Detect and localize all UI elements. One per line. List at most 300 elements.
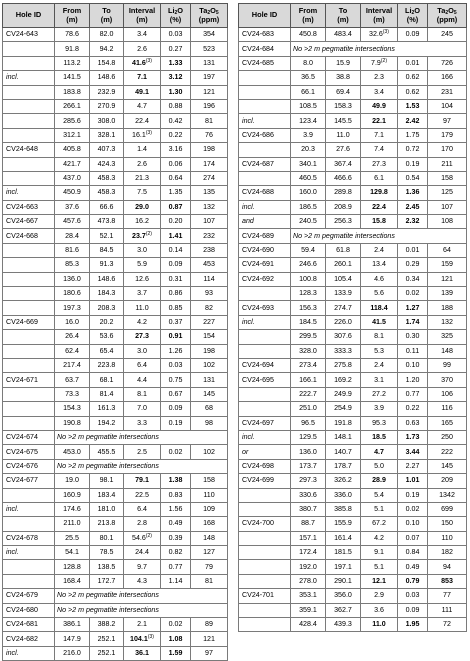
cell-interval: 22.4 bbox=[124, 114, 161, 128]
cell-to: 184.3 bbox=[90, 287, 124, 301]
cell-from: 108.5 bbox=[291, 99, 326, 113]
cell-interval: 95.3 bbox=[361, 416, 398, 430]
cell-hole-id: CV24-648 bbox=[3, 143, 55, 157]
cell-ta2o5: 231 bbox=[428, 85, 467, 99]
cell-from: 386.1 bbox=[55, 618, 90, 632]
table-row bbox=[239, 502, 467, 516]
cell-interval: 22.5 bbox=[124, 488, 161, 502]
cell-to: 483.4 bbox=[326, 28, 361, 42]
cell-hole-id bbox=[3, 272, 55, 286]
cell-ta2o5: 82 bbox=[191, 301, 228, 315]
cell-li2o: 0.77 bbox=[398, 387, 428, 401]
table-row bbox=[3, 272, 228, 286]
cell-interval bbox=[124, 229, 161, 243]
table-row bbox=[239, 387, 467, 401]
cell-ta2o5: 81 bbox=[191, 114, 228, 128]
cell-hole-id: incl. bbox=[239, 430, 291, 444]
cell-to: 232.9 bbox=[90, 85, 124, 99]
cell-interval: 12.1 bbox=[361, 574, 398, 588]
cell-li2o: 0.22 bbox=[398, 402, 428, 416]
cell-note: No >2 m pegmatite intersections bbox=[291, 229, 467, 243]
interval-value: 54.6 bbox=[132, 533, 146, 542]
cell-to: 249.9 bbox=[326, 387, 361, 401]
cell-li2o: 0.01 bbox=[398, 56, 428, 70]
table-row bbox=[3, 85, 228, 99]
cell-to: 290.1 bbox=[326, 574, 361, 588]
interval-value: 41.6 bbox=[132, 58, 146, 67]
cell-from: 36.5 bbox=[291, 71, 326, 85]
col-header-from: From (m) bbox=[55, 4, 90, 28]
cell-from: 73.3 bbox=[55, 387, 90, 401]
cell-hole-id bbox=[3, 344, 55, 358]
cell-interval: 4.2 bbox=[361, 531, 398, 545]
cell-hole-id bbox=[239, 502, 291, 516]
cell-li2o: 0.72 bbox=[398, 143, 428, 157]
cell-from: 113.2 bbox=[55, 56, 90, 70]
cell-ta2o5: 174 bbox=[191, 157, 228, 171]
cell-ta2o5: 97 bbox=[428, 114, 467, 128]
cell-li2o: 0.02 bbox=[161, 445, 191, 459]
cell-li2o: 1.53 bbox=[398, 99, 428, 113]
table-row bbox=[239, 114, 467, 128]
cell-li2o: 1.08 bbox=[161, 632, 191, 646]
cell-to: 181.0 bbox=[90, 502, 124, 516]
cell-interval: 8.1 bbox=[361, 330, 398, 344]
cell-ta2o5: 1342 bbox=[428, 488, 467, 502]
cell-from: 330.6 bbox=[291, 488, 326, 502]
cell-to: 367.4 bbox=[326, 157, 361, 171]
col-header-from: From (m) bbox=[291, 4, 326, 28]
cell-li2o: 0.49 bbox=[398, 560, 428, 574]
cell-li2o: 0.03 bbox=[161, 28, 191, 42]
cell-li2o: 3.16 bbox=[161, 143, 191, 157]
cell-ta2o5: 354 bbox=[191, 28, 228, 42]
table-row bbox=[3, 603, 228, 617]
cell-hole-id: incl. bbox=[3, 502, 55, 516]
table-row bbox=[239, 358, 467, 372]
cell-ta2o5: 107 bbox=[428, 200, 467, 214]
cell-to: 61.8 bbox=[326, 243, 361, 257]
cell-interval: 4.3 bbox=[124, 574, 161, 588]
cell-ta2o5: 132 bbox=[191, 200, 228, 214]
cell-hole-id: CV24-679 bbox=[3, 589, 55, 603]
cell-interval: 49.9 bbox=[361, 99, 398, 113]
cell-li2o: 0.09 bbox=[161, 258, 191, 272]
cell-li2o: 0.10 bbox=[398, 517, 428, 531]
cell-from: 421.7 bbox=[55, 157, 90, 171]
cell-li2o: 0.10 bbox=[398, 358, 428, 372]
cell-from: 437.0 bbox=[55, 171, 90, 185]
cell-to: 226.0 bbox=[326, 315, 361, 329]
cell-hole-id: CV24-694 bbox=[239, 358, 291, 372]
cell-ta2o5: 102 bbox=[191, 445, 228, 459]
cell-to: 69.4 bbox=[326, 85, 361, 99]
cell-ta2o5: 99 bbox=[428, 358, 467, 372]
cell-ta2o5: 198 bbox=[191, 143, 228, 157]
cell-interval: 2.3 bbox=[361, 71, 398, 85]
interval-value: 7.9 bbox=[371, 58, 381, 67]
cell-ta2o5: 158 bbox=[191, 474, 228, 488]
cell-hole-id bbox=[3, 56, 55, 70]
cell-hole-id bbox=[3, 387, 55, 401]
cell-from: 100.8 bbox=[291, 272, 326, 286]
cell-ta2o5: 170 bbox=[428, 143, 467, 157]
footnote-marker: (3) bbox=[145, 129, 152, 136]
cell-hole-id bbox=[3, 157, 55, 171]
cell-interval: 1.4 bbox=[124, 143, 161, 157]
cell-ta2o5: 245 bbox=[428, 28, 467, 42]
cell-to: 388.2 bbox=[90, 618, 124, 632]
table-row bbox=[3, 301, 228, 315]
cell-to: 80.1 bbox=[90, 531, 124, 545]
cell-li2o: 1.73 bbox=[398, 430, 428, 444]
cell-from: 172.4 bbox=[291, 546, 326, 560]
cell-ta2o5: 168 bbox=[191, 517, 228, 531]
cell-interval: 7.1 bbox=[361, 128, 398, 142]
cell-interval: 2.5 bbox=[124, 445, 161, 459]
cell-hole-id: CV24-643 bbox=[3, 28, 55, 42]
cell-interval: 22.1 bbox=[361, 114, 398, 128]
cell-li2o: 0.54 bbox=[398, 171, 428, 185]
cell-hole-id: CV24-684 bbox=[239, 42, 291, 56]
cell-li2o: 0.39 bbox=[161, 531, 191, 545]
cell-hole-id: CV24-700 bbox=[239, 517, 291, 531]
cell-hole-id: CV24-682 bbox=[3, 632, 55, 646]
cell-to: 52.1 bbox=[90, 229, 124, 243]
table-row bbox=[239, 229, 467, 243]
cell-from: 78.6 bbox=[55, 28, 90, 42]
cell-ta2o5: 726 bbox=[428, 56, 467, 70]
cell-to: 148.1 bbox=[326, 430, 361, 444]
cell-to: 183.4 bbox=[90, 488, 124, 502]
cell-ta2o5: 77 bbox=[428, 589, 467, 603]
cell-from: 20.3 bbox=[291, 143, 326, 157]
cell-interval: 9.1 bbox=[361, 546, 398, 560]
drill-results-table-right bbox=[238, 3, 467, 632]
cell-interval: 16.2 bbox=[124, 215, 161, 229]
cell-li2o: 1.56 bbox=[161, 502, 191, 516]
cell-interval: 3.3 bbox=[124, 416, 161, 430]
cell-from: 147.9 bbox=[55, 632, 90, 646]
cell-hole-id: CV24-680 bbox=[3, 603, 55, 617]
cell-interval: 2.6 bbox=[124, 42, 161, 56]
table-row bbox=[3, 344, 228, 358]
cell-to: 27.6 bbox=[326, 143, 361, 157]
cell-from: 168.4 bbox=[55, 574, 90, 588]
col-header-hole-id: Hole ID bbox=[3, 4, 55, 28]
cell-li2o: 0.49 bbox=[161, 517, 191, 531]
cell-to: 197.1 bbox=[326, 560, 361, 574]
cell-from: 26.4 bbox=[55, 330, 90, 344]
cell-hole-id bbox=[3, 287, 55, 301]
table-row bbox=[3, 502, 228, 516]
cell-ta2o5: 72 bbox=[428, 618, 467, 632]
cell-li2o: 0.86 bbox=[161, 287, 191, 301]
cell-ta2o5: 116 bbox=[428, 402, 467, 416]
cell-to: 154.8 bbox=[90, 56, 124, 70]
cell-to: 15.9 bbox=[326, 56, 361, 70]
table-row bbox=[3, 358, 228, 372]
table-row bbox=[3, 546, 228, 560]
cell-to: 172.7 bbox=[90, 574, 124, 588]
cell-li2o: 0.63 bbox=[398, 416, 428, 430]
cell-hole-id: incl. bbox=[239, 114, 291, 128]
table-row bbox=[239, 330, 467, 344]
table-row bbox=[3, 387, 228, 401]
cell-to: 78.5 bbox=[90, 546, 124, 560]
table-row bbox=[3, 589, 228, 603]
table-row bbox=[3, 488, 228, 502]
cell-to: 223.8 bbox=[90, 358, 124, 372]
cell-hole-id bbox=[239, 488, 291, 502]
cell-hole-id bbox=[3, 114, 55, 128]
cell-ta2o5: 227 bbox=[191, 315, 228, 329]
cell-li2o: 0.75 bbox=[161, 373, 191, 387]
table-row bbox=[3, 71, 228, 85]
cell-li2o: 0.62 bbox=[398, 71, 428, 85]
cell-ta2o5: 150 bbox=[428, 517, 467, 531]
cell-interval: 3.0 bbox=[124, 243, 161, 257]
cell-interval: 27.2 bbox=[361, 387, 398, 401]
cell-hole-id: CV24-676 bbox=[3, 459, 55, 473]
cell-to: 11.0 bbox=[326, 128, 361, 142]
cell-li2o: 0.27 bbox=[161, 42, 191, 56]
cell-li2o: 1.01 bbox=[398, 474, 428, 488]
cell-interval: 27.3 bbox=[124, 330, 161, 344]
cell-interval: 7.0 bbox=[124, 402, 161, 416]
cell-hole-id bbox=[239, 344, 291, 358]
cell-from: 157.1 bbox=[291, 531, 326, 545]
cell-from: 251.0 bbox=[291, 402, 326, 416]
table-row bbox=[239, 99, 467, 113]
table-row bbox=[3, 430, 228, 444]
cell-ta2o5: 853 bbox=[428, 574, 467, 588]
cell-li2o: 1.20 bbox=[398, 373, 428, 387]
cell-interval: 3.6 bbox=[361, 603, 398, 617]
table-row bbox=[239, 402, 467, 416]
cell-hole-id bbox=[3, 330, 55, 344]
table-row bbox=[3, 157, 228, 171]
cell-from: 136.0 bbox=[55, 272, 90, 286]
cell-li2o: 0.82 bbox=[161, 546, 191, 560]
table-row bbox=[3, 143, 228, 157]
cell-from: 457.6 bbox=[55, 215, 90, 229]
cell-to: 91.3 bbox=[90, 258, 124, 272]
cell-to: 252.1 bbox=[90, 646, 124, 660]
table-row bbox=[3, 531, 228, 545]
cell-ta2o5: 232 bbox=[191, 229, 228, 243]
cell-li2o: 0.88 bbox=[161, 99, 191, 113]
cell-hole-id: CV24-667 bbox=[3, 215, 55, 229]
cell-interval bbox=[361, 28, 398, 42]
cell-li2o: 1.95 bbox=[398, 618, 428, 632]
table-row bbox=[3, 99, 228, 113]
cell-to: 333.3 bbox=[326, 344, 361, 358]
cell-ta2o5: 523 bbox=[191, 42, 228, 56]
col-header-li2o: $Li_2O$ (%) bbox=[161, 4, 191, 28]
cell-to: 181.5 bbox=[326, 546, 361, 560]
cell-ta2o5: 188 bbox=[428, 301, 467, 315]
cell-li2o: 0.14 bbox=[161, 243, 191, 257]
cell-to: 254.9 bbox=[326, 402, 361, 416]
cell-interval: 24.4 bbox=[124, 546, 161, 560]
cell-from: 136.0 bbox=[291, 445, 326, 459]
col-header-ta2o5: $Ta_2O_5$ (ppm) bbox=[191, 4, 228, 28]
cell-interval: 3.0 bbox=[124, 344, 161, 358]
cell-ta2o5: 131 bbox=[191, 56, 228, 70]
cell-li2o: 0.02 bbox=[398, 502, 428, 516]
interval-value: 16.1 bbox=[132, 130, 146, 139]
table-row bbox=[239, 128, 467, 142]
cell-li2o: 0.37 bbox=[161, 315, 191, 329]
table-row bbox=[239, 42, 467, 56]
cell-interval: 118.4 bbox=[361, 301, 398, 315]
cell-from: 81.6 bbox=[55, 243, 90, 257]
cell-interval: 67.2 bbox=[361, 517, 398, 531]
cell-ta2o5: 107 bbox=[191, 215, 228, 229]
cell-interval: 7.5 bbox=[124, 186, 161, 200]
cell-hole-id bbox=[239, 603, 291, 617]
cell-ta2o5: 111 bbox=[428, 603, 467, 617]
table-row bbox=[3, 373, 228, 387]
cell-hole-id bbox=[3, 402, 55, 416]
cell-from: 123.4 bbox=[291, 114, 326, 128]
cell-to: 208.9 bbox=[326, 200, 361, 214]
table-row bbox=[239, 474, 467, 488]
table-row bbox=[3, 287, 228, 301]
cell-interval: 13.4 bbox=[361, 258, 398, 272]
cell-li2o: 1.27 bbox=[398, 301, 428, 315]
cell-from: 59.4 bbox=[291, 243, 326, 257]
cell-ta2o5: 94 bbox=[428, 560, 467, 574]
cell-interval: 12.6 bbox=[124, 272, 161, 286]
cell-to: 274.7 bbox=[326, 301, 361, 315]
cell-to: 138.5 bbox=[90, 560, 124, 574]
cell-from: 278.0 bbox=[291, 574, 326, 588]
cell-interval: 6.1 bbox=[361, 171, 398, 185]
cell-from: 156.3 bbox=[291, 301, 326, 315]
table-row bbox=[239, 200, 467, 214]
cell-ta2o5: 145 bbox=[191, 387, 228, 401]
footnote-marker: (3) bbox=[382, 29, 389, 36]
cell-interval: 2.4 bbox=[361, 243, 398, 257]
table-row bbox=[239, 531, 467, 545]
cell-to: 336.0 bbox=[326, 488, 361, 502]
table-row bbox=[239, 315, 467, 329]
cell-from: 453.0 bbox=[55, 445, 90, 459]
cell-ta2o5: 453 bbox=[191, 258, 228, 272]
cell-ta2o5: 165 bbox=[428, 416, 467, 430]
cell-to: 145.5 bbox=[326, 114, 361, 128]
cell-li2o: 0.19 bbox=[161, 416, 191, 430]
cell-from: 197.3 bbox=[55, 301, 90, 315]
cell-ta2o5: 250 bbox=[428, 430, 467, 444]
cell-from: 405.8 bbox=[55, 143, 90, 157]
table-row bbox=[3, 215, 228, 229]
cell-hole-id bbox=[3, 517, 55, 531]
cell-to: 473.8 bbox=[90, 215, 124, 229]
cell-from: 380.7 bbox=[291, 502, 326, 516]
cell-ta2o5: 158 bbox=[428, 171, 467, 185]
cell-li2o: 0.29 bbox=[398, 258, 428, 272]
cell-note: No >2 m pegmatite intersections bbox=[55, 459, 228, 473]
drill-results-table-left bbox=[2, 3, 228, 661]
cell-hole-id: CV24-685 bbox=[239, 56, 291, 70]
cell-interval: 11.0 bbox=[124, 301, 161, 315]
cell-ta2o5: 370 bbox=[428, 373, 467, 387]
cell-li2o: 0.02 bbox=[398, 287, 428, 301]
cell-hole-id: incl. bbox=[239, 315, 291, 329]
col-header-interval: Interval (m) bbox=[361, 4, 398, 28]
cell-hole-id: CV24-693 bbox=[239, 301, 291, 315]
cell-li2o: 1.35 bbox=[161, 186, 191, 200]
cell-from: 186.5 bbox=[291, 200, 326, 214]
cell-hole-id: CV24-692 bbox=[239, 272, 291, 286]
cell-hole-id: CV24-689 bbox=[239, 229, 291, 243]
footnote-marker: (3) bbox=[145, 57, 152, 64]
table-row bbox=[239, 272, 467, 286]
col-header-hole-id: Hole ID bbox=[239, 4, 291, 28]
cell-hole-id: incl. bbox=[3, 546, 55, 560]
table-row bbox=[239, 373, 467, 387]
cell-ta2o5: 197 bbox=[191, 71, 228, 85]
cell-to: 169.2 bbox=[326, 373, 361, 387]
cell-ta2o5: 106 bbox=[428, 387, 467, 401]
cell-interval: 4.4 bbox=[124, 373, 161, 387]
cell-from: 16.0 bbox=[55, 315, 90, 329]
cell-ta2o5: 132 bbox=[428, 315, 467, 329]
cell-li2o: 0.03 bbox=[161, 358, 191, 372]
table-row bbox=[3, 574, 228, 588]
cell-from: 174.6 bbox=[55, 502, 90, 516]
cell-li2o: 1.14 bbox=[161, 574, 191, 588]
cell-from: 192.0 bbox=[291, 560, 326, 574]
cell-li2o: 0.79 bbox=[398, 574, 428, 588]
cell-interval: 5.9 bbox=[124, 258, 161, 272]
cell-hole-id bbox=[3, 488, 55, 502]
cell-from: 180.6 bbox=[55, 287, 90, 301]
cell-interval: 8.1 bbox=[124, 387, 161, 401]
cell-note: No >2 m pegmatite intersections bbox=[55, 603, 228, 617]
cell-hole-id bbox=[239, 71, 291, 85]
cell-ta2o5: 125 bbox=[428, 186, 467, 200]
cell-hole-id: and bbox=[239, 215, 291, 229]
cell-li2o: 1.38 bbox=[161, 474, 191, 488]
table-row bbox=[239, 517, 467, 531]
cell-li2o: 2.32 bbox=[398, 215, 428, 229]
cell-from: 184.5 bbox=[291, 315, 326, 329]
cell-li2o: 3.12 bbox=[161, 71, 191, 85]
col-header-li2o: $Li_2O$ (%) bbox=[398, 4, 428, 28]
cell-from: 460.5 bbox=[291, 171, 326, 185]
cell-hole-id: incl. bbox=[3, 186, 55, 200]
table-row bbox=[3, 646, 228, 660]
cell-to: 178.7 bbox=[326, 459, 361, 473]
cell-interval: 2.4 bbox=[361, 358, 398, 372]
cell-from: 299.5 bbox=[291, 330, 326, 344]
cell-ta2o5: 114 bbox=[191, 272, 228, 286]
cell-hole-id: CV24-677 bbox=[3, 474, 55, 488]
cell-to: 66.6 bbox=[90, 200, 124, 214]
cell-ta2o5: 110 bbox=[191, 488, 228, 502]
cell-interval: 2.8 bbox=[124, 517, 161, 531]
cell-to: 362.7 bbox=[326, 603, 361, 617]
table-row bbox=[239, 143, 467, 157]
table-row bbox=[3, 28, 228, 42]
table-row bbox=[239, 344, 467, 358]
cell-ta2o5: 159 bbox=[428, 258, 467, 272]
table-row bbox=[3, 243, 228, 257]
